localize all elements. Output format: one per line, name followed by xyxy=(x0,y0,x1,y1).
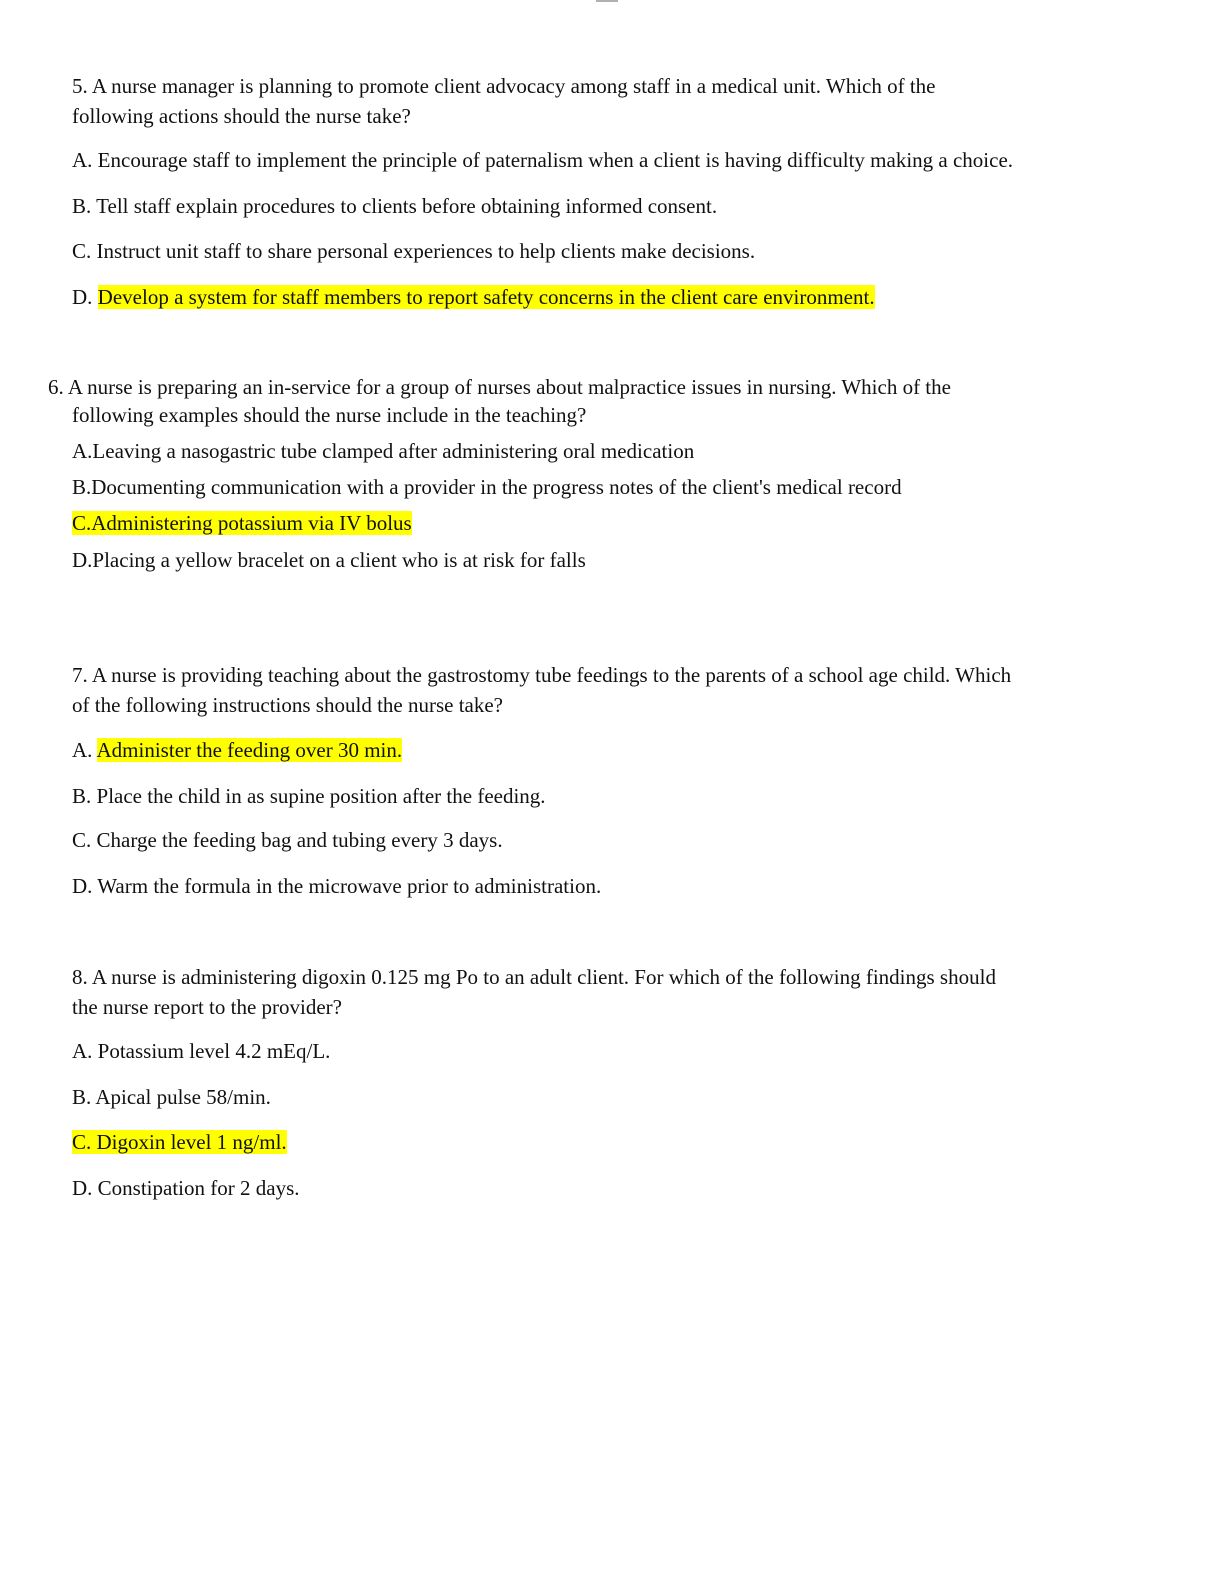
option-d[interactable] xyxy=(72,282,875,312)
option-text: Documenting communication with a provider in the progress notes of the client's medical record xyxy=(91,475,902,499)
question-stem-line-2: following examples should the nurse include in the teaching? xyxy=(72,403,587,427)
option-d[interactable] xyxy=(72,1173,300,1203)
option-text-highlighted: Develop a system for staff members to report safety concerns in the client care environment. xyxy=(97,285,875,309)
question-number: 8. xyxy=(72,965,88,989)
option-a[interactable] xyxy=(72,436,694,466)
option-text: Tell staff explain procedures to clients before obtaining informed consent. xyxy=(96,194,718,218)
option-text: Administering potassium via IV bolus xyxy=(91,511,412,535)
option-b[interactable] xyxy=(72,191,717,221)
question-stem-line-1 xyxy=(48,372,951,402)
option-letter: D. xyxy=(72,1176,93,1200)
option-letter: A. xyxy=(72,738,93,762)
option-text: Apical pulse 58/min. xyxy=(95,1085,271,1109)
option-text: Digoxin level 1 ng/ml. xyxy=(96,1130,287,1154)
option-letter: B. xyxy=(72,1085,92,1109)
option-letter: D. xyxy=(72,548,93,572)
option-d[interactable] xyxy=(72,545,586,575)
question-number: 7. xyxy=(72,663,88,687)
option-letter: A. xyxy=(72,148,93,172)
option-text: Constipation for 2 days. xyxy=(97,1176,300,1200)
option-text: Charge the feeding bag and tubing every 3 days. xyxy=(96,828,503,852)
option-text: Warm the formula in the microwave prior to administration. xyxy=(97,874,602,898)
question-stem-text: A nurse is administering digoxin 0.125 mg Po to an adult client. For which of the following findings should xyxy=(91,965,996,989)
option-letter: A. xyxy=(72,1039,93,1063)
option-highlighted xyxy=(72,1130,287,1154)
option-c[interactable] xyxy=(72,236,755,266)
option-c[interactable] xyxy=(72,1127,287,1157)
option-letter: B. xyxy=(72,194,92,218)
option-d[interactable] xyxy=(72,871,601,901)
option-letter: A. xyxy=(72,439,93,463)
option-text-highlighted: Administer the feeding over 30 min. xyxy=(96,738,403,762)
option-letter: C. xyxy=(72,1130,92,1154)
option-letter: B. xyxy=(72,475,92,499)
question-stem-text: A nurse manager is planning to promote client advocacy among staff in a medical unit. Which of the xyxy=(91,74,936,98)
question-stem-text: A nurse is preparing an in-service for a group of nurses about malpractice issues in nursing. Which of the xyxy=(67,375,951,399)
question-stem-line-1 xyxy=(72,962,996,992)
option-text: Instruct unit staff to share personal experiences to help clients make decisions. xyxy=(96,239,756,263)
option-c[interactable] xyxy=(72,825,503,855)
option-text: Place the child in as supine position after the feeding. xyxy=(96,784,546,808)
question-stem-line-1 xyxy=(72,71,936,101)
option-letter: C. xyxy=(72,511,92,535)
option-highlighted xyxy=(72,511,412,535)
option-letter: D. xyxy=(72,285,93,309)
option-text: Leaving a nasogastric tube clamped after administering oral medication xyxy=(92,439,695,463)
option-letter: C. xyxy=(72,239,92,263)
option-text: Encourage staff to implement the principle of paternalism when a client is having difficulty making a choice. xyxy=(97,148,1014,172)
option-text: Placing a yellow bracelet on a client who is at risk for falls xyxy=(92,548,586,572)
question-number: 5. xyxy=(72,74,88,98)
option-c[interactable] xyxy=(72,508,412,538)
question-stem-line-1 xyxy=(72,660,1011,690)
question-stem-text: A nurse is providing teaching about the gastrostomy tube feedings to the parents of a school age child. Which xyxy=(91,663,1012,687)
option-b[interactable] xyxy=(72,781,546,811)
option-letter: D. xyxy=(72,874,93,898)
question-number: 6. xyxy=(48,375,64,399)
option-b[interactable] xyxy=(72,472,902,502)
option-letter: C. xyxy=(72,828,92,852)
option-b[interactable] xyxy=(72,1082,271,1112)
question-stem-line-2: of the following instructions should the nurse take? xyxy=(72,693,504,717)
option-a[interactable] xyxy=(72,1036,330,1066)
option-a[interactable] xyxy=(72,145,1013,175)
question-stem-line-2: following actions should the nurse take? xyxy=(72,104,411,128)
option-text: Potassium level 4.2 mEq/L. xyxy=(97,1039,331,1063)
option-a[interactable] xyxy=(72,735,402,765)
option-letter: B. xyxy=(72,784,92,808)
page-top-mark xyxy=(596,0,618,2)
question-stem-line-2: the nurse report to the provider? xyxy=(72,995,342,1019)
